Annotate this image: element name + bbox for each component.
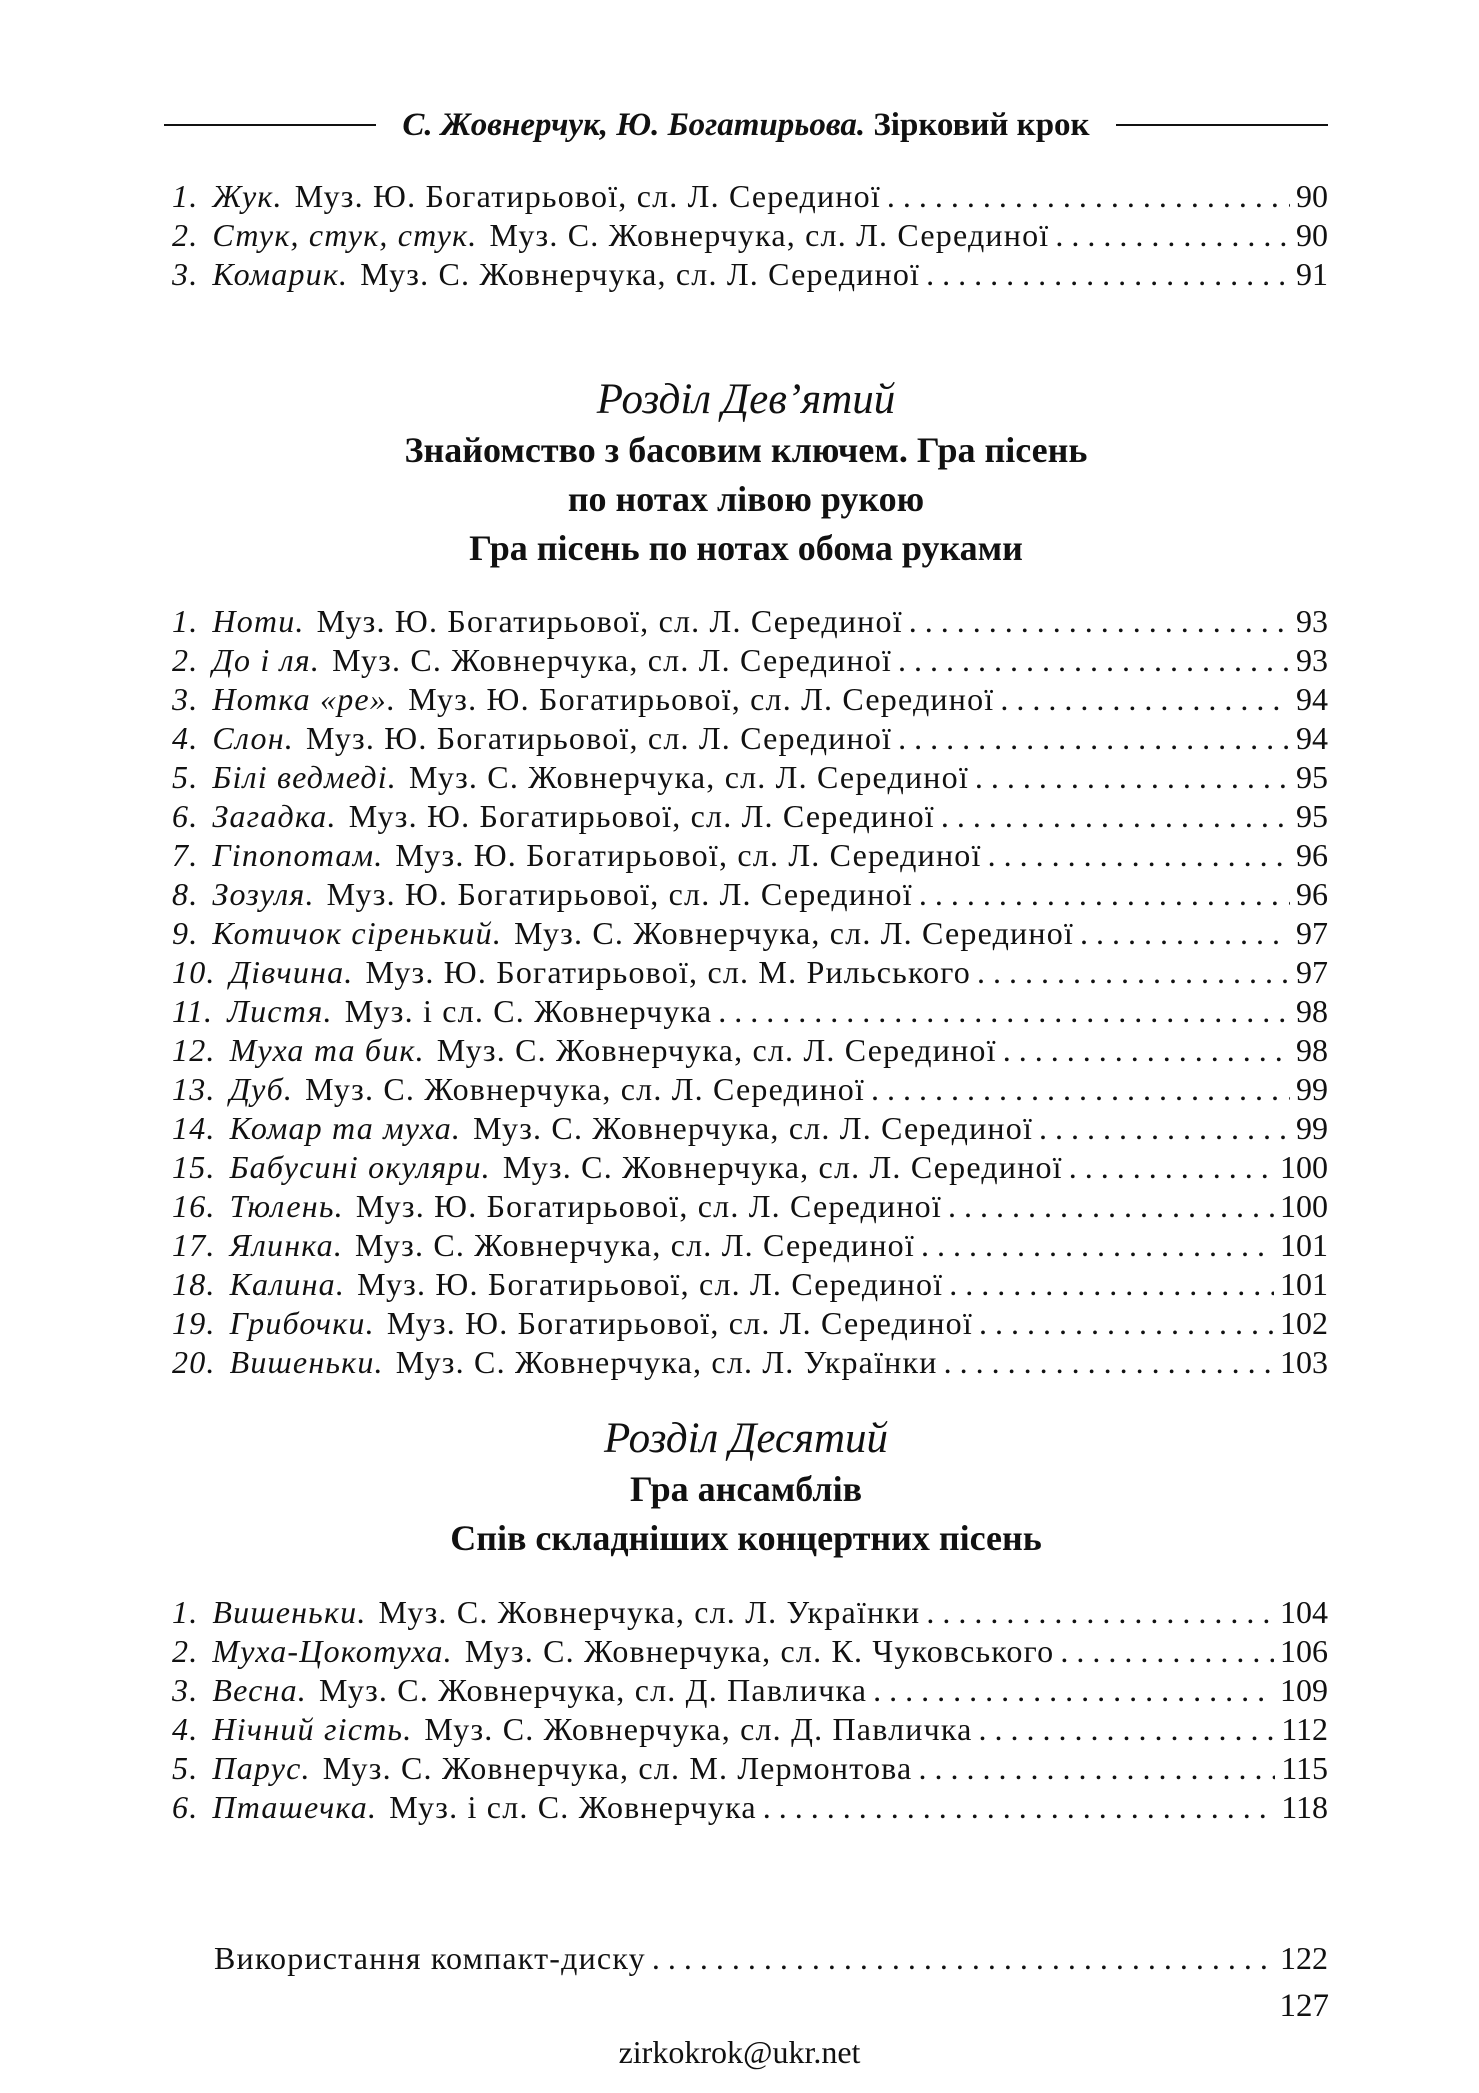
toc-entry-number: 5. xyxy=(172,1750,199,1786)
toc-entry-desc: Муз. С. Жовнерчука, сл. Л. Українки xyxy=(378,1594,921,1630)
toc-entry-number: 2. xyxy=(172,217,199,253)
toc-entry-leader xyxy=(898,720,1290,757)
toc-entry-desc: Муз. С. Жовнерчука, сл. Л. Серединої xyxy=(473,1110,1034,1146)
toc-entry-leader xyxy=(988,837,1290,874)
toc-entry-number: 5. xyxy=(172,759,199,795)
toc-entry-number: 7. xyxy=(172,837,199,873)
toc-entry-number: 14. xyxy=(172,1110,216,1146)
toc-entry-page: 112 xyxy=(1281,1711,1328,1747)
section-9-kicker: Розділ Дев’ятий xyxy=(596,376,896,423)
toc-entry xyxy=(172,1594,1328,1633)
toc-entry xyxy=(172,1266,1328,1305)
toc-entry-page: 95 xyxy=(1296,798,1328,834)
toc-entry-page: 103 xyxy=(1280,1344,1328,1380)
toc-entry-desc: Муз. Ю. Богатирьової, сл. Л. Серединої xyxy=(326,876,913,912)
toc-entry-leader xyxy=(1039,1110,1290,1147)
section-10-heading xyxy=(164,1413,1328,1563)
toc-entry xyxy=(172,681,1328,720)
toc-entry-page: 101 xyxy=(1280,1227,1328,1263)
section-9-title-line: Знайомство з басовим ключем. Гра пісень xyxy=(404,430,1088,470)
toc-entry xyxy=(172,1789,1328,1828)
toc-entry-leader xyxy=(763,1789,1275,1826)
toc-entry-leader xyxy=(944,1344,1274,1381)
toc-entry xyxy=(172,837,1328,876)
toc-entry-number: 13. xyxy=(172,1071,216,1107)
toc-entry xyxy=(172,759,1328,798)
section-9-title-line: по нотах лівою рукою xyxy=(567,479,925,519)
toc-entry-desc: Муз. Ю. Богатирьової, сл. Л. Серединої xyxy=(294,178,881,214)
toc-entry-desc: Муз. С. Жовнерчука, сл. Л. Українки xyxy=(395,1344,938,1380)
toc-entry-page: 98 xyxy=(1296,1032,1328,1068)
toc-entry-title: Вишеньки. xyxy=(212,1594,367,1630)
toc-entry-page: 104 xyxy=(1280,1594,1328,1630)
toc-entry xyxy=(172,642,1328,681)
toc-entry-leader xyxy=(921,1227,1274,1264)
toc-entry-title: Муха та бик. xyxy=(229,1032,425,1068)
toc-entry-desc: Муз. Ю. Богатирьової, сл. Л. Серединої xyxy=(305,720,893,756)
toc-entry-page: 99 xyxy=(1296,1071,1328,1107)
toc-entry xyxy=(172,217,1328,256)
toc-entry-page: 99 xyxy=(1296,1110,1328,1146)
section-9-heading xyxy=(164,374,1328,573)
toc-entry-title: Гіпопотам. xyxy=(212,837,384,873)
toc-entry-page: 94 xyxy=(1296,720,1328,756)
toc-entry-page: 91 xyxy=(1296,256,1328,292)
toc-entry-title: Нічний гість. xyxy=(212,1711,413,1747)
section-10-kicker: Розділ Десятий xyxy=(603,1415,889,1462)
header-book-title: Зірковий крок xyxy=(873,106,1090,143)
toc-entry-number: 20. xyxy=(172,1344,216,1380)
toc-entry xyxy=(172,1633,1328,1672)
toc-entry xyxy=(172,1344,1328,1383)
toc-entry-desc: Муз. Ю. Богатирьової, сл. Л. Серединої xyxy=(408,681,995,717)
toc-entry-leader xyxy=(1055,217,1290,254)
toc-intro-list xyxy=(172,178,1328,295)
toc-entry-desc: Муз. С. Жовнерчука, сл. Л. Серединої xyxy=(514,915,1074,951)
toc-entry-leader xyxy=(718,993,1290,1030)
toc-entry-leader xyxy=(949,1266,1274,1303)
toc-entry-title: Стук, стук, стук. xyxy=(212,217,478,253)
toc-entry-leader xyxy=(979,1305,1274,1342)
toc-entry xyxy=(172,1110,1328,1149)
toc-entry-title: Парус. xyxy=(212,1750,311,1786)
header-rule-right xyxy=(1116,124,1328,126)
toc-entry-desc: Муз. С. Жовнерчука, сл. Л. Серединої xyxy=(360,256,921,292)
toc-entry-number: 1. xyxy=(172,178,199,214)
toc-entry xyxy=(172,1032,1328,1071)
toc-entry-page: 106 xyxy=(1280,1633,1328,1669)
toc-entry-title: Калина. xyxy=(229,1266,346,1302)
toc-entry-title: Слон. xyxy=(212,720,294,756)
toc-entry-page: 90 xyxy=(1296,217,1328,253)
toc-entry xyxy=(172,603,1328,642)
toc-entry-leader xyxy=(918,1750,1275,1787)
toc-entry-title: До і ля. xyxy=(212,642,321,678)
toc-entry-page: 109 xyxy=(1280,1672,1328,1708)
footer-email: zirkokrok@ukr.net xyxy=(618,2034,861,2070)
toc-entry-number: 9. xyxy=(172,915,199,951)
toc-entry-desc: Муз. Ю. Богатирьової, сл. Л. Серединої xyxy=(357,1266,944,1302)
toc-entry-desc: Муз. С. Жовнерчука, сл. Л. Серединої xyxy=(305,1071,865,1107)
toc-entry-number: 6. xyxy=(172,1789,199,1825)
toc-entry-number: 15. xyxy=(172,1149,216,1185)
header-rule-left xyxy=(164,124,376,126)
toc-entry-desc: Муз. і сл. С. Жовнерчука xyxy=(344,993,713,1029)
toc-entry-title: Дуб. xyxy=(229,1071,294,1107)
toc-entry-leader xyxy=(898,642,1290,679)
toc-entry-page: 101 xyxy=(1280,1266,1328,1302)
toc-entry-title: Бабусині окуляри. xyxy=(229,1149,491,1185)
toc-entry-title: Загадка. xyxy=(212,798,337,834)
section-10-title-line: Спів складніших концертних пісень xyxy=(450,1518,1042,1558)
toc-entry xyxy=(172,1672,1328,1711)
toc-entry-page: 98 xyxy=(1296,993,1328,1029)
toc-entry-title: Пташечка. xyxy=(212,1789,378,1825)
toc-entry-leader xyxy=(926,1594,1274,1631)
toc-entry-page: 97 xyxy=(1296,915,1328,951)
toc-entry-leader xyxy=(941,798,1290,835)
toc-entry xyxy=(172,1711,1328,1750)
toc-entry-title: Ялинка. xyxy=(229,1227,344,1263)
toc-entry-leader xyxy=(979,1711,1276,1748)
toc-entry-number: 4. xyxy=(172,1711,199,1747)
toc-entry-title: Муха-Цокотуха. xyxy=(212,1633,453,1669)
toc-entry-title: Грибочки. xyxy=(229,1305,375,1341)
toc-entry xyxy=(172,1227,1328,1266)
toc-entry-number: 8. xyxy=(172,876,199,912)
toc-entry-desc: Муз. Ю. Богатирьової, сл. Л. Серединої xyxy=(316,603,903,639)
toc-entry-number: 3. xyxy=(172,1672,199,1708)
toc-entry-desc: Муз. і сл. С. Жовнерчука xyxy=(389,1789,757,1825)
toc-entry xyxy=(172,954,1328,993)
toc-entry-number: 1. xyxy=(172,1594,199,1630)
toc-entry-number: 16. xyxy=(172,1188,216,1224)
toc-entry xyxy=(172,1149,1328,1188)
toc-entry-desc: Муз. Ю. Богатирьової, сл. Л. Серединої xyxy=(348,798,935,834)
toc-entry xyxy=(172,1071,1328,1110)
toc-entry xyxy=(172,1188,1328,1227)
toc-entry-title: Вишеньки. xyxy=(229,1344,384,1380)
toc-entry-leader xyxy=(652,1940,1274,1977)
toc-section-9-list xyxy=(172,603,1328,1383)
toc-entry-leader xyxy=(1003,1032,1290,1069)
toc-entry-desc: Муз. С. Жовнерчука, сл. Л. Серединої xyxy=(355,1227,915,1263)
toc-entry-page: 95 xyxy=(1296,759,1328,795)
toc-entry-leader xyxy=(1060,1633,1274,1670)
toc-entry-desc: Муз. Ю. Богатирьової, сл. М. Рильського xyxy=(365,954,972,990)
toc-entry xyxy=(172,1750,1328,1789)
toc-entry-page: 122 xyxy=(1280,1940,1328,1976)
toc-entry-page: 100 xyxy=(1280,1149,1328,1185)
toc-entry-desc: Муз. С. Жовнерчука, сл. Л. Серединої xyxy=(502,1149,1063,1185)
toc-entry-title: Нотка «ре». xyxy=(212,681,397,717)
toc-entry-title: Жук. xyxy=(212,178,283,214)
toc-entry-title: Комарик. xyxy=(212,256,349,292)
toc-entry-desc: Муз. Ю. Богатирьової, сл. Л. Серединої xyxy=(386,1305,973,1341)
running-header xyxy=(164,102,1328,148)
section-9-title-line: Гра пісень по нотах обома руками xyxy=(469,528,1023,568)
toc-entry-leader xyxy=(873,1672,1274,1709)
toc-entry-number: 11. xyxy=(172,993,214,1029)
toc-entry-leader xyxy=(871,1071,1290,1108)
toc-entry-page: 97 xyxy=(1296,954,1328,990)
toc-entry-number: 10. xyxy=(172,954,216,990)
toc-entry-number: 1. xyxy=(172,603,199,639)
toc-entry-desc: Муз. С. Жовнерчука, сл. Л. Серединої xyxy=(409,759,969,795)
page-number: 127 xyxy=(1279,1988,1329,2024)
toc-entry-page: 90 xyxy=(1296,178,1328,214)
toc-entry-leader xyxy=(1080,915,1290,952)
toc-entry xyxy=(172,915,1328,954)
toc-entry-page: 93 xyxy=(1296,642,1328,678)
toc-entry xyxy=(172,876,1328,915)
toc-entry-title: Дівчина. xyxy=(229,954,354,990)
toc-entry-desc: Муз. С. Жовнерчука, сл. Д. Павличка xyxy=(319,1672,868,1708)
toc-entry-number: 18. xyxy=(172,1266,216,1302)
toc-entry-desc: Муз. С. Жовнерчука, сл. Л. Серединої xyxy=(332,642,892,678)
toc-entry-page: 115 xyxy=(1281,1750,1328,1786)
toc-entry-desc: Використання компакт-диску xyxy=(214,1940,646,1976)
toc-entry-title: Білі ведмеді. xyxy=(212,759,398,795)
toc-entry xyxy=(172,720,1328,759)
toc-entry-page: 93 xyxy=(1296,603,1328,639)
toc-entry-title: Комар та муха. xyxy=(229,1110,462,1146)
toc-entry-leader xyxy=(887,178,1290,215)
toc-entry-leader xyxy=(1069,1149,1274,1186)
toc-section-10-list xyxy=(172,1594,1328,1828)
toc-entry-desc: Муз. С. Жовнерчука, сл. Д. Павличка xyxy=(424,1711,973,1747)
toc-entry-leader xyxy=(1000,681,1290,718)
toc-entry xyxy=(172,256,1328,295)
toc-entry-page: 100 xyxy=(1280,1188,1328,1224)
toc-entry xyxy=(172,178,1328,217)
toc-entry-number: 2. xyxy=(172,642,199,678)
toc-entry-desc: Муз. Ю. Богатирьової, сл. Л. Серединої xyxy=(395,837,982,873)
header-authors: С. Жовнерчук, Ю. Богатирьова. xyxy=(402,106,866,143)
toc-entry-desc: Муз. С. Жовнерчука, сл. Л. Серединої xyxy=(489,217,1050,253)
toc-entry-title: Листя. xyxy=(227,993,333,1029)
toc-entry-title: Котичок сіренький. xyxy=(212,915,503,951)
toc-entry-page: 96 xyxy=(1296,876,1328,912)
toc-entry-title: Весна. xyxy=(212,1672,308,1708)
toc-entry-desc: Муз. С. Жовнерчука, сл. К. Чуковського xyxy=(464,1633,1055,1669)
toc-entry xyxy=(172,798,1328,837)
toc-entry-page: 96 xyxy=(1296,837,1328,873)
toc-entry-leader xyxy=(975,759,1290,796)
toc-entry-page: 94 xyxy=(1296,681,1328,717)
toc-entry-title: Зозуля. xyxy=(212,876,315,912)
toc-entry-title: Ноти. xyxy=(212,603,305,639)
header-text xyxy=(376,107,1115,144)
toc-cd-usage xyxy=(214,1940,1328,1979)
toc-entry-number: 6. xyxy=(172,798,199,834)
toc-entry-desc: Муз. С. Жовнерчука, сл. Л. Серединої xyxy=(436,1032,997,1068)
toc-entry-leader xyxy=(926,256,1290,293)
toc-entry-page: 118 xyxy=(1281,1789,1328,1825)
toc-entry-desc: Муз. Ю. Богатирьової, сл. Л. Серединої xyxy=(355,1188,942,1224)
toc-entry-leader xyxy=(919,876,1290,913)
toc-entry-number: 17. xyxy=(172,1227,216,1263)
toc-entry-desc: Муз. С. Жовнерчука, сл. М. Лермонтова xyxy=(322,1750,913,1786)
toc-entry xyxy=(172,1305,1328,1344)
toc-entry-number: 3. xyxy=(172,256,199,292)
toc-entry-number: 3. xyxy=(172,681,199,717)
toc-entry-leader xyxy=(909,603,1290,640)
toc-entry-number: 12. xyxy=(172,1032,216,1068)
toc-entry-leader xyxy=(948,1188,1274,1225)
toc-entry-leader xyxy=(977,954,1290,991)
toc-entry-title: Тюлень. xyxy=(229,1188,344,1224)
toc-entry-page: 102 xyxy=(1280,1305,1328,1341)
toc-entry xyxy=(214,1940,1328,1979)
toc-entry-number: 2. xyxy=(172,1633,199,1669)
toc-entry xyxy=(172,993,1328,1032)
section-10-title-line: Гра ансамблів xyxy=(629,1469,863,1509)
toc-entry-number: 19. xyxy=(172,1305,216,1341)
toc-entry-number: 4. xyxy=(172,720,199,756)
